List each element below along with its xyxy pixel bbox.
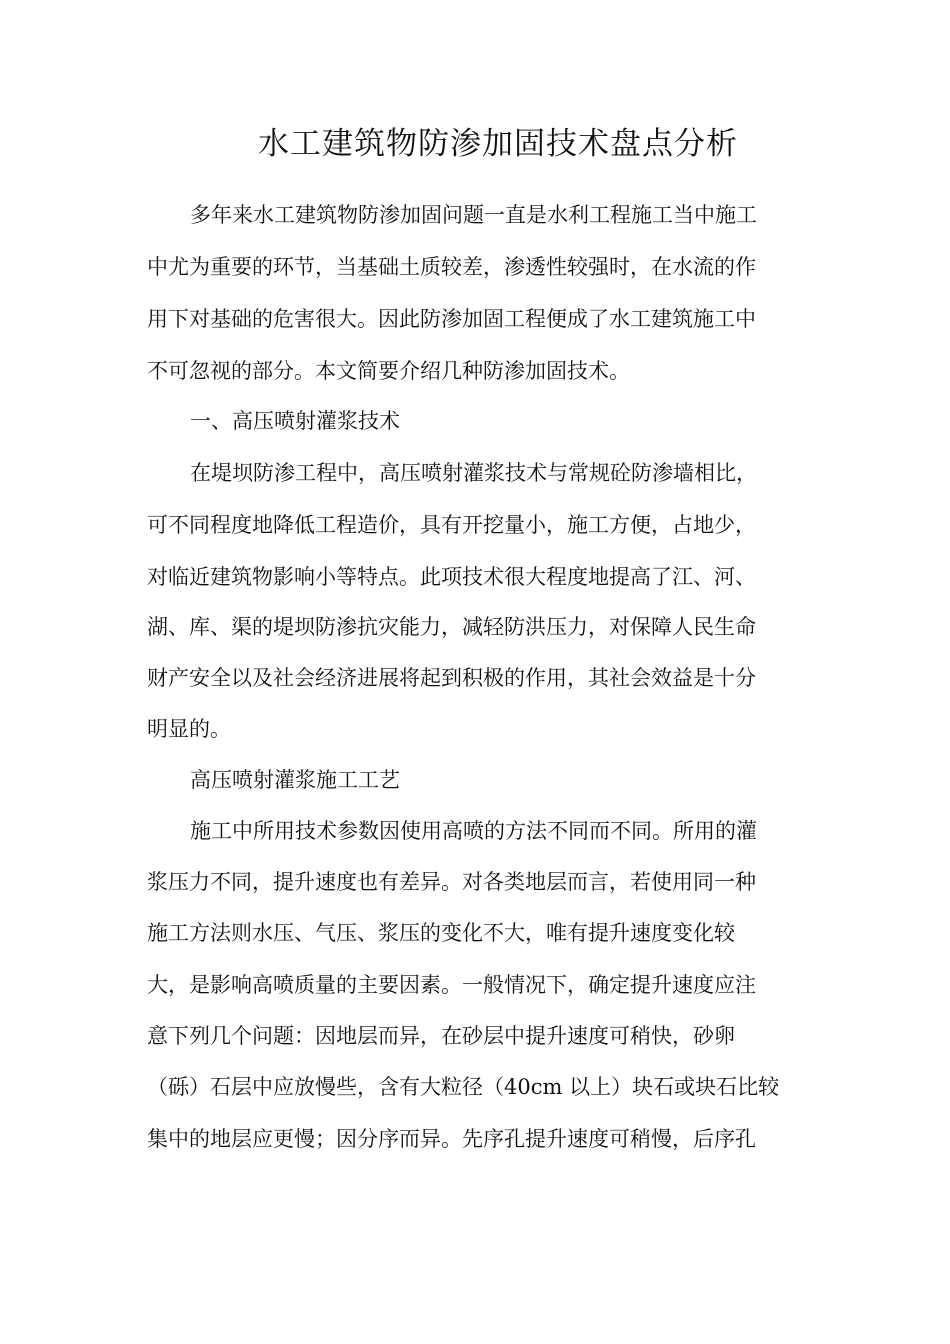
paragraph-line: 湖、库、渠的堤坝防渗抗灾能力，减轻防洪压力，对保障人民生命 <box>147 615 756 639</box>
paragraph-line: 意下列几个问题：因地层而异，在砂层中提升速度可稍快，砂卵 <box>147 1024 735 1048</box>
subsection-heading: 高压喷射灌浆施工工艺 <box>190 768 400 792</box>
paragraph-line: 施工方法则水压、气压、浆压的变化不大，唯有提升速度变化较 <box>147 921 735 945</box>
paragraph-line: 集中的地层应更慢；因分序而异。先序孔提升速度可稍慢，后序孔 <box>147 1127 756 1151</box>
paragraph-line: 可不同程度地降低工程造价，具有开挖量小，施工方便，占地少， <box>147 513 756 537</box>
paragraph-line: 对临近建筑物影响小等特点。此项技术很大程度地提高了江、河、 <box>147 565 756 589</box>
paragraph-line: 不可忽视的部分。本文简要介绍几种防渗加固技术。 <box>147 359 630 383</box>
paragraph-line: 用下对基础的危害很大。因此防渗加固工程便成了水工建筑施工中 <box>147 307 756 331</box>
paragraph-line: 浆压力不同，提升速度也有差异。对各类地层而言，若使用同一种 <box>147 870 756 894</box>
paragraph-line: 明显的。 <box>147 717 231 741</box>
paragraph-line: （砾）石层中应放慢些，含有大粒径（40cm 以上）块石或块石比较 <box>147 1075 780 1099</box>
document-title: 水工建筑物防渗加固技术盘点分析 <box>258 126 738 162</box>
paragraph-line: 施工中所用技术参数因使用高喷的方法不同而不同。所用的灌 <box>190 819 757 843</box>
paragraph-line: 大，是影响高喷质量的主要因素。一般情况下，确定提升速度应注 <box>147 973 756 997</box>
section-heading: 一、高压喷射灌浆技术 <box>190 409 400 433</box>
paragraph-line: 中尤为重要的环节，当基础土质较差，渗透性较强时，在水流的作 <box>147 255 756 279</box>
paragraph-line: 多年来水工建筑物防渗加固问题一直是水利工程施工当中施工 <box>190 203 757 227</box>
paragraph-line: 财产安全以及社会经济进展将起到积极的作用，其社会效益是十分 <box>147 666 756 690</box>
paragraph-line: 在堤坝防渗工程中，高压喷射灌浆技术与常规砼防渗墙相比， <box>190 461 757 485</box>
